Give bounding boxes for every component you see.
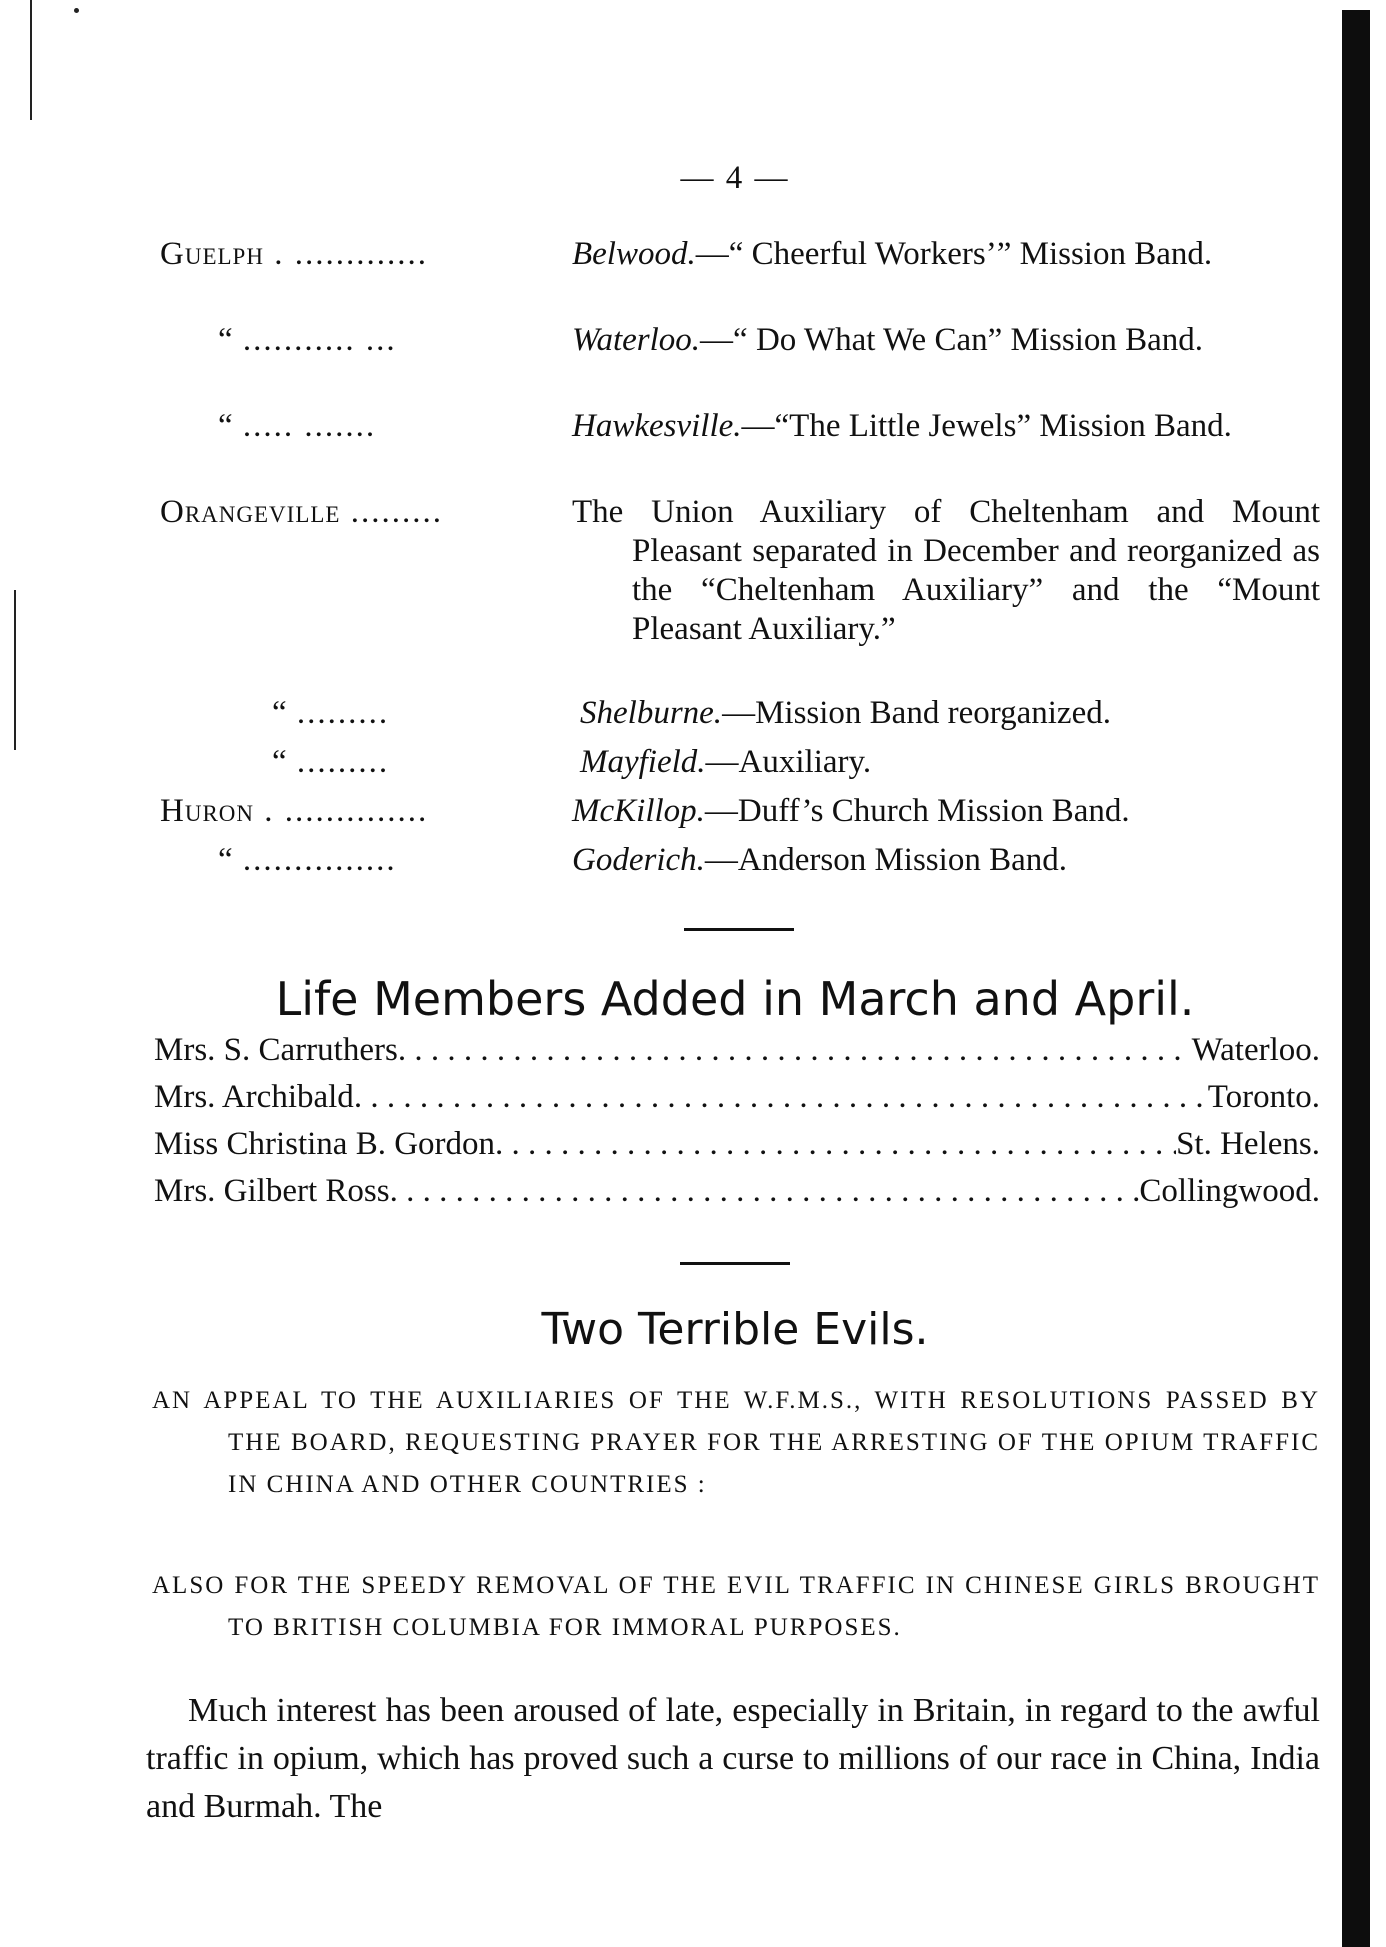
member-town: Waterloo.: [1191, 1032, 1320, 1068]
ditto-mark: “: [272, 695, 287, 731]
scan-mark: [30, 0, 32, 120]
entry-text: —“The Little Jewels” Mission Band.: [741, 408, 1232, 444]
entry-text: —Anderson Mission Band.: [704, 842, 1067, 878]
place-name: Mayfield.: [580, 744, 706, 780]
entry-text: —Duff’s Church Mission Band.: [704, 793, 1130, 829]
member-town: Collingwood.: [1139, 1173, 1320, 1209]
entry-guelph-waterloo: [160, 321, 1320, 360]
ditto-mark: “: [218, 842, 233, 878]
dot-leader: ........... ...: [232, 322, 397, 358]
entry-text: —“ Cheerful Workers’” Mission Band.: [695, 236, 1213, 272]
entry-guelph-hawkesville: [160, 407, 1320, 446]
entry-text: The Union Auxiliary of Cheltenham and Mount Pleasant separated in December and reorganized as the “Cheltenham Auxiliary” and the “Mount Pleasant Auxiliary.”: [572, 494, 1320, 647]
place-name: Shelburne.: [580, 695, 723, 731]
presbytery-name: Orangeville: [160, 494, 341, 530]
entry-guelph-belwood: [160, 235, 1320, 274]
dot-leader: . .............: [263, 236, 428, 272]
place-name: Goderich.: [572, 842, 705, 878]
two-evils-title: Two Terrible Evils.: [541, 1304, 929, 1355]
body-paragraph: Much interest has been aroused of late, especially in Britain, in regard to the awful traffic in opium, which has proved such a curse to millions of our race in China, India and Burmah. The: [146, 1692, 1320, 1825]
life-members-title: Life Members Added in March and April.: [275, 972, 1195, 1026]
place-name: Waterloo.: [572, 322, 701, 358]
member-row: [154, 1173, 1320, 1210]
entry-text: —Auxiliary.: [705, 744, 872, 780]
entry-huron-mckillop: [160, 792, 1320, 831]
appeal-opium: AN APPEAL TO THE AUXILIARIES OF THE W.F.M.S., WITH RESOLUTIONS PASSED BY THE BOARD, REQUESTING PRAYER FOR THE ARRESTING OF THE OPIUM TRAFFIC IN CHINA AND OTHER COUNTRIES :: [152, 1387, 1320, 1498]
member-town: St. Helens.: [1176, 1126, 1320, 1162]
member-row: [154, 1032, 1320, 1069]
scan-mark: [14, 590, 16, 750]
place-name: Hawkesville.: [572, 408, 742, 444]
member-name: Mrs. Gilbert Ross: [154, 1173, 390, 1209]
dot-leader: [398, 1032, 1192, 1069]
dot-leader: [495, 1126, 1176, 1163]
entry-text: —Mission Band reorganized.: [722, 695, 1111, 731]
presbytery-name: Guelph: [160, 236, 264, 272]
appeal-paragraph: [152, 1565, 1320, 1649]
page-number: — 4 —: [680, 160, 790, 196]
appeal-paragraph: [152, 1380, 1320, 1506]
entry-orangeville: [160, 493, 1320, 649]
place-name: McKillop.: [572, 793, 705, 829]
dot-leader: .........: [286, 744, 390, 780]
section-rule: [684, 928, 794, 931]
entry-orangeville-mayfield: [160, 743, 1320, 782]
dot-leader: [390, 1173, 1140, 1210]
ditto-mark: “: [218, 322, 233, 358]
dot-leader: ..... .......: [232, 408, 377, 444]
member-row: [154, 1126, 1320, 1163]
ditto-mark: “: [272, 744, 287, 780]
entry-text: —“ Do What We Can” Mission Band.: [700, 322, 1204, 358]
section-rule: [680, 1262, 790, 1265]
member-name: Mrs. S. Carruthers: [154, 1032, 398, 1068]
dot-leader: .........: [286, 695, 390, 731]
member-town: Toronto.: [1207, 1079, 1320, 1115]
dot-leader: .........: [340, 494, 443, 530]
ditto-mark: “: [218, 408, 233, 444]
member-name: Miss Christina B. Gordon: [154, 1126, 496, 1162]
member-name: Mrs. Archibald: [154, 1079, 354, 1115]
entry-huron-goderich: [160, 841, 1320, 880]
appeal-traffic: ALSO FOR THE SPEEDY REMOVAL OF THE EVIL TRAFFIC IN CHINESE GIRLS BROUGHT TO BRITISH COLUMBIA FOR IMMORAL PURPOSES.: [152, 1572, 1320, 1641]
dot-leader: ...............: [232, 842, 397, 878]
place-name: Belwood.: [572, 236, 696, 272]
entry-orangeville-shelburne: [160, 694, 1320, 733]
dot-leader: . ..............: [254, 793, 429, 829]
member-row: [154, 1079, 1320, 1116]
scan-mark: [74, 8, 79, 13]
dot-leader: [354, 1079, 1208, 1116]
presbytery-name: Huron: [160, 793, 255, 829]
